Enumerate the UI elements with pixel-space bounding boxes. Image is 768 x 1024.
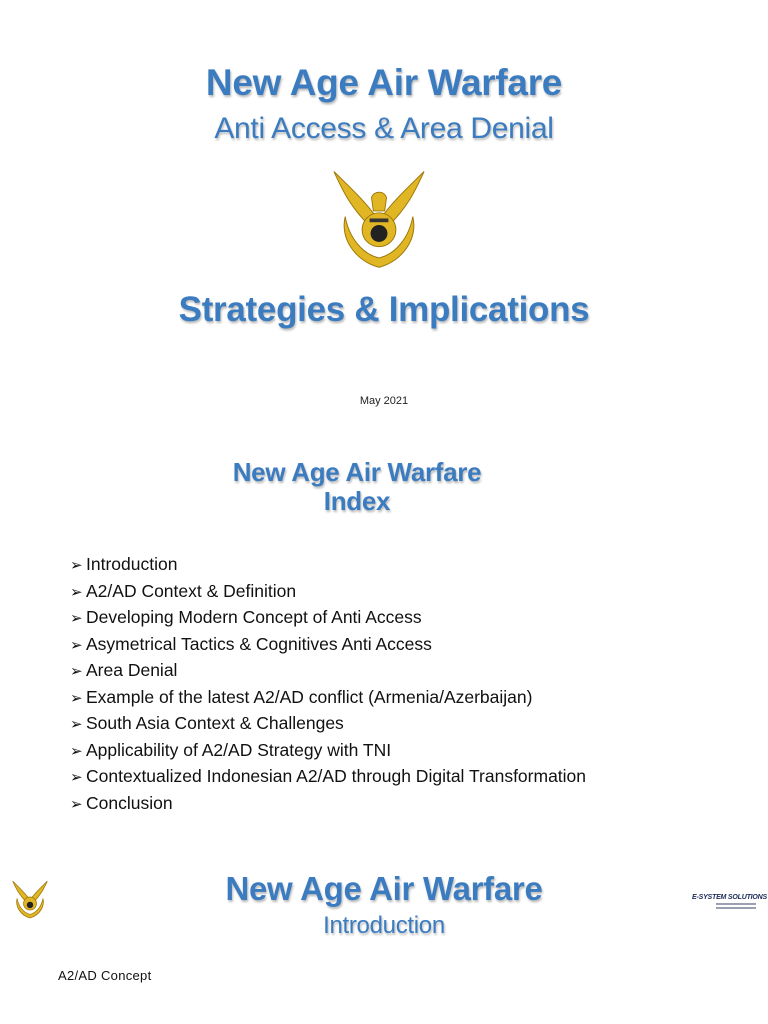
list-item: ➢ Developing Modern Concept of Anti Access [70, 605, 586, 632]
index-list [70, 552, 586, 817]
arrow-bullet-icon: ➢ [70, 663, 83, 680]
intro-subtitle: Introduction [323, 912, 445, 939]
arrow-bullet-icon: ➢ [70, 716, 83, 733]
list-item: ➢ A2/AD Context & Definition [70, 579, 586, 606]
logo-name: E-SYSTEM SOLUTIONS [692, 894, 767, 901]
arrow-bullet-icon: ➢ [70, 689, 83, 707]
index-title: New Age Air Warfare [232, 457, 482, 487]
logo-tagline-lines [716, 903, 756, 911]
list-item: ➢ Contextualized Indonesian A2/AD through Digital Transformation [70, 764, 586, 791]
index-subtitle: Index [323, 486, 391, 516]
list-item: ➢ Example of the latest A2/AD conflict (Armenia/Azerbaijan) [70, 685, 586, 712]
list-item: ➢ Applicability of A2/AD Strategy with TNI [70, 738, 586, 765]
list-item: ➢ South Asia Context & Challenges [70, 711, 586, 738]
arrow-bullet-icon: ➢ [70, 583, 83, 601]
list-item: ➢ Area Denial [70, 658, 586, 685]
e-system-solutions-logo [690, 880, 767, 916]
cover-title: New Age Air Warfare [205, 62, 563, 103]
arrow-bullet-icon: ➢ [70, 742, 83, 760]
arrow-bullet-icon: ➢ [70, 557, 83, 574]
intro-title: New Age Air Warfare [225, 870, 543, 907]
cover-subtitle: Anti Access & Area Denial [214, 112, 554, 145]
date-label: May 2021 [359, 395, 409, 407]
list-item: ➢ Introduction [70, 552, 586, 579]
arrow-bullet-icon: ➢ [70, 636, 83, 654]
strategies-heading: Strategies & Implications [178, 290, 590, 329]
arrow-bullet-icon: ➢ [70, 769, 83, 786]
arrow-bullet-icon: ➢ [70, 610, 83, 627]
footer-text: A2/AD Concept [58, 968, 152, 983]
air-force-emblem-icon [332, 164, 426, 272]
arrow-bullet-icon: ➢ [70, 795, 83, 813]
list-item: ➢ Asymetrical Tactics & Cognitives Anti Access [70, 632, 586, 659]
list-item: ➢ Conclusion [70, 791, 586, 818]
